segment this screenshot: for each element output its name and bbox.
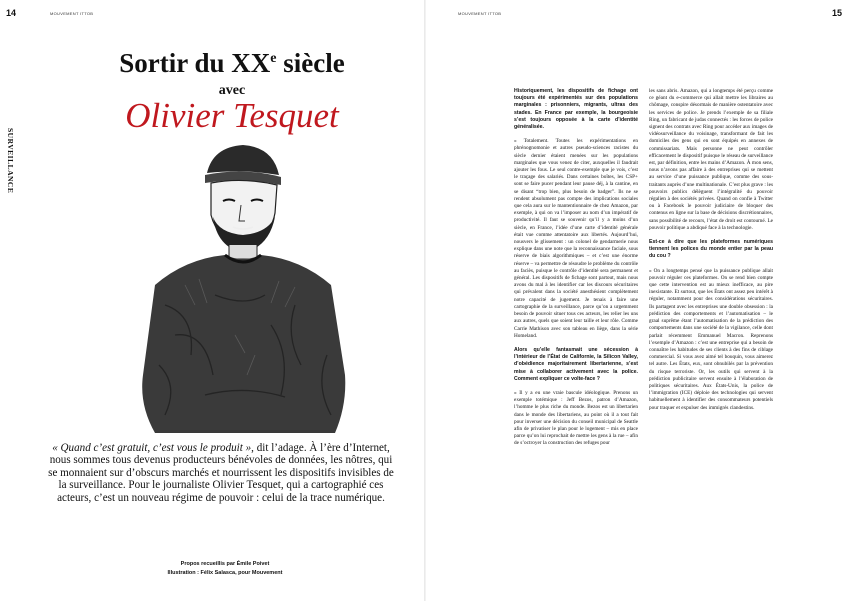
text-column-1 — [514, 88, 638, 590]
running-head-left: MOUVEMENT ITTOB — [50, 11, 94, 16]
portrait-illustration — [95, 135, 385, 435]
title-name: Olivier Tesquet — [125, 96, 339, 135]
answer-1: « Totalement. Toutes les expérimentations en phrénognomonie et autres pseudo-sciences racistes du siècle dernier étaient menées sur les populations marginales que vous venez de citer, auxquelles il faudrait ajouter les fous. Le seul contre-exemple que je vois, c’est le traçage des salariés. Dans certaines boîtes, les CSP+ sont se faire pucer pendant leur pause déj, à la cantine, en se disant “trop bien, plus besoin de badger”. Ils ne se rendent absolument pas compte des implications sociales que cela aura sur le mantentionnaire de chez Amazon, par exemple, à qui on va l’imposer au nom d’un impératif de productivité. Il faut se souvenir qu’il y a moins d’un siècle, en France, l’idée d’une carte d’identité générale était vue comme attentatoire aux libertés. Aujourd’hui, nousvers le glissement : un colonel de gendarmerie nous explique dans une note que la reconnaissance faciale, sous réserve de biais algorithmiques – et c’est une énorme réserve – va permettre de résoudre le problème du contrôle au faciès, puisque le contrôle d’identité sera permanent et général. Les dispositifs de fichage sont partout, mais nous avons du mal à les identifier car les discours sécuritaires qui prévalent dans la société anesthésient complètement notre capacité de jugement. Je tenais à faire une cartographie de la surveillance, parce qu’on a urgemment besoin de pouvoir situer tous ces acteurs, les relier les uns aux autres, quels que soient leur taille et leur rôle. Comme Carrie Mathison avec son tableau en liège, dans la série Homeland. — [514, 138, 638, 339]
answer-2: « Il y a eu une vraie bascule idéologique. Prenons un exemple totémique : Jeff Bezos, patron d’Amazon, l’homme le plus riche du monde. Bezos est un libertarien dans le monde des libertariens, au point où il a tout fait pour inverser une décision du conseil municipal de Seattle afin de privatiser le plan pour le logement – mis en place parce qu’on lui reprochait de mettre les gens à la rue – afin de s’octroyer la construction des refuges pour — [514, 389, 638, 447]
page-number-left: 14 — [6, 8, 17, 18]
running-head-right: MOUVEMENT ITTOB — [458, 11, 502, 16]
question-3: Est-ce à dire que les plateformes numériques tiennent les polices du monde entier par la peau du cou ? — [649, 239, 773, 260]
answer-3: « On a longtemps pensé que la puissance publique allait pouvoir réguler ces plateformes. On se rend bien compte que cette intervention est au mieux inefficace, au pire inexistante. Et surtout, que les États ont assez peu intérêt à réguler, notamment pour des considérations sécuritaires. Ils partagent avec les entreprises une double obsession : la prédiction des comportements et l’automatisation – le graal suprême étant l’automatisation de la prédiction des comportements dans une société de la vigilance, celle dont parlait récemment Emmanuel Macron. Reprenons l’exemple d’Amazon : c’est une entreprise qui a besoin de connaître les habitudes de ses clients à des fins de ciblage commercial. Si vous avez aimé tel bouquin, vous aimerez tel autre. Les États, eux, sont obnubilés par la prévention du risque terroriste. Or, les outils qui servent à la prédiction publicitaire servent ensuite à l’élaboration de politiques sécuritaires. Aux États-Unis, la police de l’immigration (ICE) déploie des technologies qui servent habituellement à identifier des consommateurs potentiels pour traquer et expulser des immigrés clandestins. — [649, 267, 773, 411]
question-2: Alors qu’elle fantasmait une sécession à l’intérieur de l’État de Californie, la Silicon Valley, d’obédience majoritairement libertarienne, s’est mise à collaborer activement avec la police. Comment expliquer ce volte-face ? — [514, 346, 638, 382]
text-column-2 — [649, 88, 773, 590]
credits — [120, 560, 330, 577]
title-line1: Sortir du XXe siècle — [119, 48, 345, 78]
page-number-right: 15 — [832, 8, 843, 18]
page-gutter — [424, 0, 426, 601]
standfirst: « Quand c’est gratuit, c’est vous le produit », dit l’adage. À l’ère d’Internet, nous sommes tous devenus producteurs bénévoles de données, les nôtres, qui se monnaient sur d’obscurs marchés et nourrissent les dispositifs invisibles de la surveillance. Pour le journaliste Olivier Tesquet, qui a cartographié ces acteurs, c’est un nouveau régime de pouvoir : celui de la trace numérique. — [48, 442, 394, 504]
title-line2: avec — [218, 83, 246, 98]
section-label: SURVEILLANCE — [6, 128, 15, 194]
question-1: Historiquement, les dispositifs de fichage ont toujours été expérimentés sur des populations marginales : prisonniers, migrants, ultras des stades. En France par exemple, la bourgeoisie s’est toujours opposée à la carte d’identité généralisée. — [514, 88, 638, 131]
credit-illustration: Illustration : Félix Salasca, pour Mouvement — [167, 569, 283, 576]
credit-interview: Propos recueillis par Émile Poivet — [180, 561, 270, 567]
answer-2-continued: les sans abris. Amazon, qui a longtemps été perçu comme ce géant du e-commerce qui allait mettre les libraires au chômage, conspire désormais de manière ostentatoire avec les services de police. Je prends l’exemple de sa filiale Ring, un fabricant de judas connectés : les forces de police signent des contrats avec Ring pour accéder aux images de vidéosurveillance du voisinage, transformant de fait les domiciles des gens qui en sont équipés en annexes de commissariats. Mais personne ne peut contrôler efficacement le dispositif puisque le réseau de surveillance est, par définition, entre les mains d’Amazon. À mon sens, nous n’avons pas affaire à des entreprises qui se mettent au service d’une puissance publique, comme des sous-traitants auprès d’une multinationale. C’est plus grave : les pouvoirs publics délèguent l’intégralité du pouvoir régalien à des sociétés privées. Quand on confie à Twitter ou à Facebook le pouvoir judiciaire de bloquer des contenus en ligne sur la base de décisions discrétionnaires, sans possibilité de recours, l’état de droit est contourné. Le pouvoir politique a abdiqué face à la technologie. — [649, 88, 773, 231]
